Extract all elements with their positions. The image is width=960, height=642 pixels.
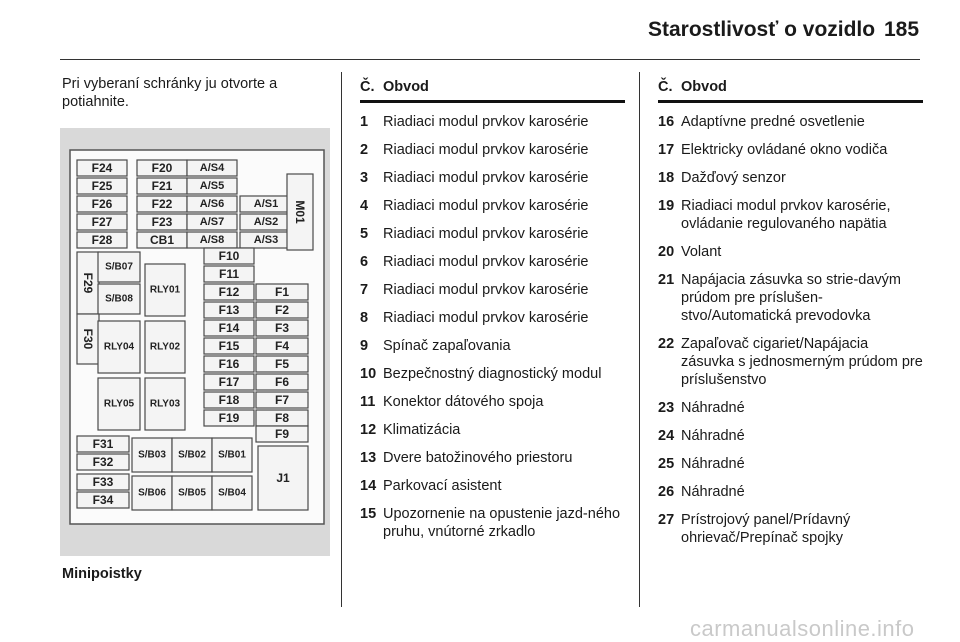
table-row [658,197,923,233]
header-circuit: Obvod [681,79,727,95]
fuse-label-rly03: RLY03 [149,398,181,410]
fuse-number: 15 [360,506,377,522]
circuit-description: Dažďový senzor [681,170,786,186]
fuse-number: 25 [658,456,675,472]
table-row [658,427,923,445]
fuse-label-f22: F22 [151,197,173,211]
column-divider-1 [341,72,342,607]
fuse-label-j1: J1 [276,471,290,485]
fuse-number: 16 [658,114,675,130]
fuse-label-f6: F6 [274,375,290,389]
fuse-label-f33: F33 [92,475,114,489]
circuit-description: Náhradné [681,428,745,444]
fuse-label-as6: A/S6 [199,198,225,210]
fuse-label-f13: F13 [218,303,240,317]
fuse-label-as1: A/S1 [253,198,279,210]
fuse-label-f4: F4 [274,339,290,353]
page-header [0,0,960,60]
table-row [360,337,625,355]
fuse-label-f26: F26 [91,197,113,211]
fuse-label-as5: A/S5 [199,180,225,192]
fuse-number: 5 [360,226,369,242]
circuit-description: Riadiaci modul prvkov karosérie [383,114,589,130]
fuse-table-col2 [658,79,923,547]
table-row [658,141,923,159]
fuse-label-f7: F7 [274,393,290,407]
table-row [360,113,625,131]
circuit-description: Riadiaci modul prvkov karosérie [383,254,589,270]
circuit-description: Napájacia zásuvka so strie-davým prúdom pre príslušen-stvo/Automatická prevodovka [681,272,902,324]
header-rule [60,59,920,60]
fuse-label-f29: F29 [81,272,95,294]
fuse-label-rly01: RLY01 [149,284,181,296]
fuse-label-as8: A/S8 [199,234,225,246]
intro-text: Pri vyberaní schránky ju otvorte a potiahnite. [62,76,278,110]
fuse-label-f21: F21 [151,179,173,193]
circuit-description: Dvere batožinového priestoru [383,450,573,466]
fuse-label-sb07: S/B07 [105,261,133,273]
fuse-label-as2: A/S2 [253,216,279,228]
circuit-description: Adaptívne predné osvetlenie [681,114,865,130]
fuse-label-f3: F3 [274,321,290,335]
table-row [360,505,625,541]
fuse-number: 14 [360,478,377,494]
fuse-number: 19 [658,198,675,214]
fuse-box-diagram [60,128,330,556]
circuit-description: Náhradné [681,456,745,472]
fuse-label-f1: F1 [274,285,290,299]
fuse-number: 21 [658,272,675,288]
fuse-number: 26 [658,484,675,500]
fuse-number: 18 [658,170,675,186]
table-row [360,393,625,411]
fuse-number: 3 [360,170,369,186]
fuse-label-f32: F32 [92,455,114,469]
fuse-label-f10: F10 [218,249,240,263]
table-row [360,141,625,159]
fuse-number: 12 [360,422,377,438]
circuit-description: Riadiaci modul prvkov karosérie [383,226,589,242]
fuse-label-f23: F23 [151,215,173,229]
fuse-label-as4: A/S4 [199,162,225,174]
circuit-description: Náhradné [681,400,745,416]
fuse-number: 20 [658,244,675,260]
fuse-label-sb02: S/B02 [178,449,206,461]
fuse-label-sb08: S/B08 [105,293,133,305]
fuse-number: 7 [360,282,369,298]
table-row [658,169,923,187]
table-row [658,455,923,473]
circuit-description: Náhradné [681,484,745,500]
circuit-description: Bezpečnostný diagnostický modul [383,366,602,382]
fuse-number: 24 [658,428,675,444]
table-row [360,197,625,215]
table-row [360,449,625,467]
fuse-label-cb1: CB1 [149,233,175,247]
circuit-description: Riadiaci modul prvkov karosérie [383,310,589,326]
fuse-label-sb01: S/B01 [218,449,246,461]
fuse-number: 8 [360,310,369,326]
table-row [658,113,923,131]
fuse-label-f28: F28 [91,233,113,247]
fuse-label-f16: F16 [218,357,240,371]
circuit-description: Volant [681,244,722,260]
circuit-description: Upozornenie na opustenie jazd-ného pruhu, vnútorné zrkadlo [383,506,621,540]
fuse-number: 10 [360,366,377,382]
table-row [360,365,625,383]
fuse-label-f8: F8 [274,411,290,425]
table-row [658,483,923,501]
fuse-number: 27 [658,512,675,528]
fuse-number: 4 [360,198,369,214]
fuse-number: 2 [360,142,369,158]
circuit-description: Klimatizácia [383,422,461,438]
header-number: Č. [658,79,673,95]
circuit-description: Konektor dátového spoja [383,394,544,410]
fuse-label-f11: F11 [218,267,240,281]
fuse-label-f24: F24 [91,161,113,175]
table-row [360,281,625,299]
table-row [360,477,625,495]
table-row [658,399,923,417]
circuit-description: Riadiaci modul prvkov karosérie [383,282,589,298]
circuit-description: Parkovací asistent [383,478,502,494]
circuit-description: Riadiaci modul prvkov karosérie [383,142,589,158]
fuse-label-f12: F12 [218,285,240,299]
fuse-label-sb05: S/B05 [178,487,206,499]
page-title: Starostlivosť o vozidlo [648,18,876,41]
table-row [360,421,625,439]
fuse-label-sb04: S/B04 [218,487,246,499]
fuse-label-rly04: RLY04 [103,341,135,353]
fuse-label-f20: F20 [151,161,173,175]
fuse-label-f30: F30 [81,328,95,350]
fuse-number: 11 [360,394,376,410]
figure-caption: Minipoistky [62,566,142,582]
fuse-label-sb03: S/B03 [138,449,166,461]
fuse-label-rly05: RLY05 [103,398,135,410]
circuit-description: Elektricky ovládané okno vodiča [681,142,888,158]
fuse-label-sb06: S/B06 [138,487,166,499]
fuse-label-as3: A/S3 [253,234,279,246]
fuse-label-f15: F15 [218,339,240,353]
fuse-label-f2: F2 [274,303,290,317]
fuse-label-as7: A/S7 [199,216,225,228]
circuit-description: Riadiaci modul prvkov karosérie [383,170,589,186]
table-row [360,253,625,271]
fuse-label-f27: F27 [91,215,113,229]
table-row [360,169,625,187]
fuse-label-f31: F31 [92,437,114,451]
fuse-table-col1 [360,79,625,541]
fuse-number: 22 [658,336,675,352]
circuit-description: Prístrojový panel/Prídavný ohrievač/Prepínač spojky [681,512,851,546]
circuit-description: Riadiaci modul prvkov karosérie [383,198,589,214]
fuse-label-f34: F34 [92,493,114,507]
circuit-description: Spínač zapaľovania [383,338,511,354]
table-header [360,79,625,103]
fuse-number: 13 [360,450,377,466]
fuse-label-f5: F5 [274,357,290,371]
table-header [658,79,923,103]
fuse-number: 9 [360,338,369,354]
column-divider-2 [639,72,640,607]
fuse-label-rly02: RLY02 [149,341,181,353]
fuse-label-f19: F19 [218,411,240,425]
watermark: carmanualsonline.info [690,616,915,641]
table-row [360,225,625,243]
fuse-label-f17: F17 [218,375,240,389]
table-row [658,271,923,325]
table-row [658,511,923,547]
fuse-number: 1 [360,114,369,130]
fuse-label-m01: M01 [293,200,307,224]
circuit-description: Riadiaci modul prvkov karosérie, ovládanie regulovaného napätia [681,198,891,232]
page-number: 185 [884,18,920,41]
fuse-label-f9: F9 [274,427,290,441]
fuse-label-f14: F14 [218,321,240,335]
fuse-number: 23 [658,400,675,416]
fuse-label-f18: F18 [218,393,240,407]
fuse-number: 17 [658,142,675,158]
table-row [658,243,923,261]
table-row [658,335,923,389]
header-circuit: Obvod [383,79,429,95]
fuse-label-f25: F25 [91,179,113,193]
circuit-description: Zapaľovač cigariet/Napájacia zásuvka s jednosmerným prúdom pre príslušenstvo [681,336,923,388]
header-number: Č. [360,79,375,95]
fuse-number: 6 [360,254,369,270]
table-row [360,309,625,327]
